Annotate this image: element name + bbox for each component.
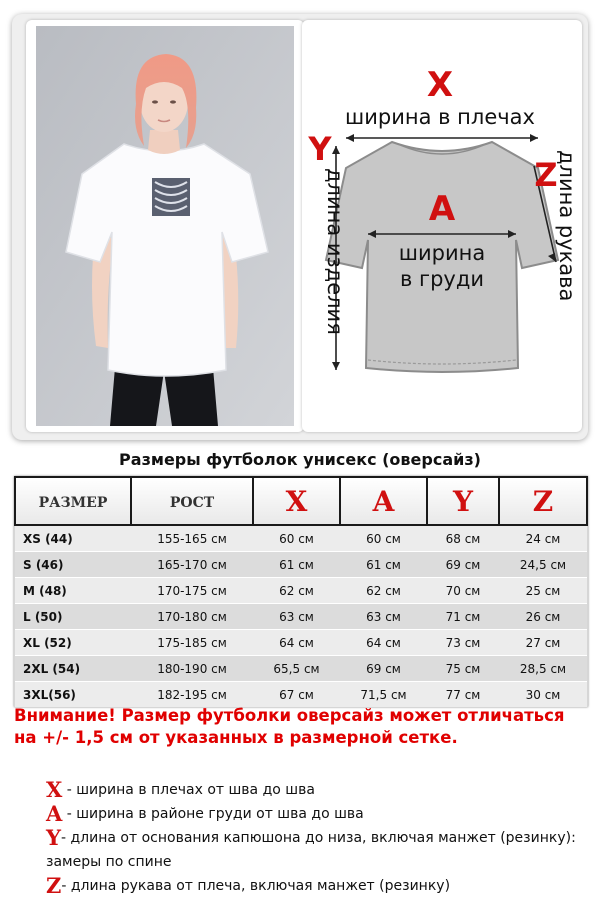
- cell-height: 182-195 см: [131, 682, 253, 708]
- y-letter: Y: [308, 130, 332, 168]
- table-row: [15, 656, 587, 682]
- table-title: Размеры футболок унисекс (оверсайз): [119, 450, 481, 469]
- cell-y: 70 см: [427, 578, 499, 604]
- cell-a: 71,5 см: [340, 682, 427, 708]
- header-z-label: Z: [532, 484, 554, 518]
- legend-letter: Y: [46, 825, 61, 850]
- cell-y: 68 см: [427, 525, 499, 552]
- x-letter: X: [426, 65, 454, 105]
- cell-size: L (50): [15, 604, 131, 630]
- model-photo: [26, 20, 304, 432]
- cell-size: 2XL (54): [15, 656, 131, 682]
- z-label: длина рукава: [555, 150, 579, 302]
- legend-text: - ширина в районе груди от шва до шва: [62, 806, 364, 822]
- header-x: [253, 477, 340, 525]
- legend-letter: Z: [46, 873, 62, 898]
- header-x-label: X: [285, 484, 308, 518]
- table-row: [15, 552, 587, 578]
- header-y: [427, 477, 499, 525]
- table-row: [15, 604, 587, 630]
- cell-size: M (48): [15, 578, 131, 604]
- legend-letter: X: [46, 777, 63, 802]
- legend-letter: A: [46, 801, 63, 826]
- z-letter: Z: [534, 156, 558, 194]
- cell-height: 165-170 см: [131, 552, 253, 578]
- x-label: ширина в плечах: [345, 105, 535, 129]
- header-height-label: РОСТ: [169, 494, 215, 511]
- table-row: [15, 682, 587, 708]
- legend-item-x: [46, 778, 586, 802]
- cell-x: 62 см: [253, 578, 340, 604]
- legend-item-y: [46, 826, 586, 874]
- cell-a: 61 см: [340, 552, 427, 578]
- legend-text: - ширина в плечах от шва до шва: [62, 782, 315, 798]
- cell-z: 25 см: [499, 578, 587, 604]
- cell-x: 64 см: [253, 630, 340, 656]
- cell-y: 69 см: [427, 552, 499, 578]
- cell-height: 170-180 см: [131, 604, 253, 630]
- header-a-label: A: [372, 484, 395, 518]
- cell-x: 63 см: [253, 604, 340, 630]
- cell-height: 170-175 см: [131, 578, 253, 604]
- cell-size: XL (52): [15, 630, 131, 656]
- legend-text: - длина от основания капюшона до низа, включая манжет (резинку): замеры по спине: [46, 830, 576, 870]
- cell-z: 28,5 см: [499, 656, 587, 682]
- a-label-line2: в груди: [399, 267, 485, 291]
- cell-a: 62 см: [340, 578, 427, 604]
- legend-item-a: [46, 802, 586, 826]
- cell-x: 67 см: [253, 682, 340, 708]
- a-label-line1: ширина: [398, 241, 486, 265]
- cell-z: 26 см: [499, 604, 587, 630]
- cell-size: S (46): [15, 552, 131, 578]
- header-z: [499, 477, 587, 525]
- size-warning: Внимание! Размер футболки оверсайз может отличаться на +/- 1,5 см от указанных в размерной сетке.: [14, 706, 565, 747]
- cell-height: 155-165 см: [131, 525, 253, 552]
- cell-size: XS (44): [15, 525, 131, 552]
- cell-a: 64 см: [340, 630, 427, 656]
- cell-x: 65,5 см: [253, 656, 340, 682]
- legend-text: - длина рукава от плеча, включая манжет (резинку): [61, 878, 451, 894]
- cell-x: 60 см: [253, 525, 340, 552]
- cell-a: 69 см: [340, 656, 427, 682]
- cell-a: 63 см: [340, 604, 427, 630]
- table-row: [15, 578, 587, 604]
- cell-z: 27 см: [499, 630, 587, 656]
- header-size: [15, 477, 131, 525]
- cell-height: 180-190 см: [131, 656, 253, 682]
- size-table: [14, 476, 588, 707]
- cell-y: 75 см: [427, 656, 499, 682]
- table-row: [15, 525, 587, 552]
- cell-y: 73 см: [427, 630, 499, 656]
- table-header-row: [15, 477, 587, 525]
- header-size-label: РАЗМЕР: [38, 494, 108, 511]
- table-row: [15, 630, 587, 656]
- measurement-legend: [46, 778, 586, 898]
- header-y-label: Y: [453, 484, 473, 518]
- cell-z: 24 см: [499, 525, 587, 552]
- header-a: [340, 477, 427, 525]
- y-label: длина изделия: [323, 168, 347, 335]
- a-letter: A: [428, 189, 456, 229]
- cell-y: 71 см: [427, 604, 499, 630]
- cell-height: 175-185 см: [131, 630, 253, 656]
- cell-a: 60 см: [340, 525, 427, 552]
- cell-size: 3XL(56): [15, 682, 131, 708]
- legend-item-z: [46, 874, 586, 898]
- header-height: [131, 477, 253, 525]
- cell-z: 24,5 см: [499, 552, 587, 578]
- cell-x: 61 см: [253, 552, 340, 578]
- product-images-panel: [12, 14, 588, 440]
- measurement-diagram: [302, 20, 582, 432]
- cell-z: 30 см: [499, 682, 587, 708]
- cell-y: 77 см: [427, 682, 499, 708]
